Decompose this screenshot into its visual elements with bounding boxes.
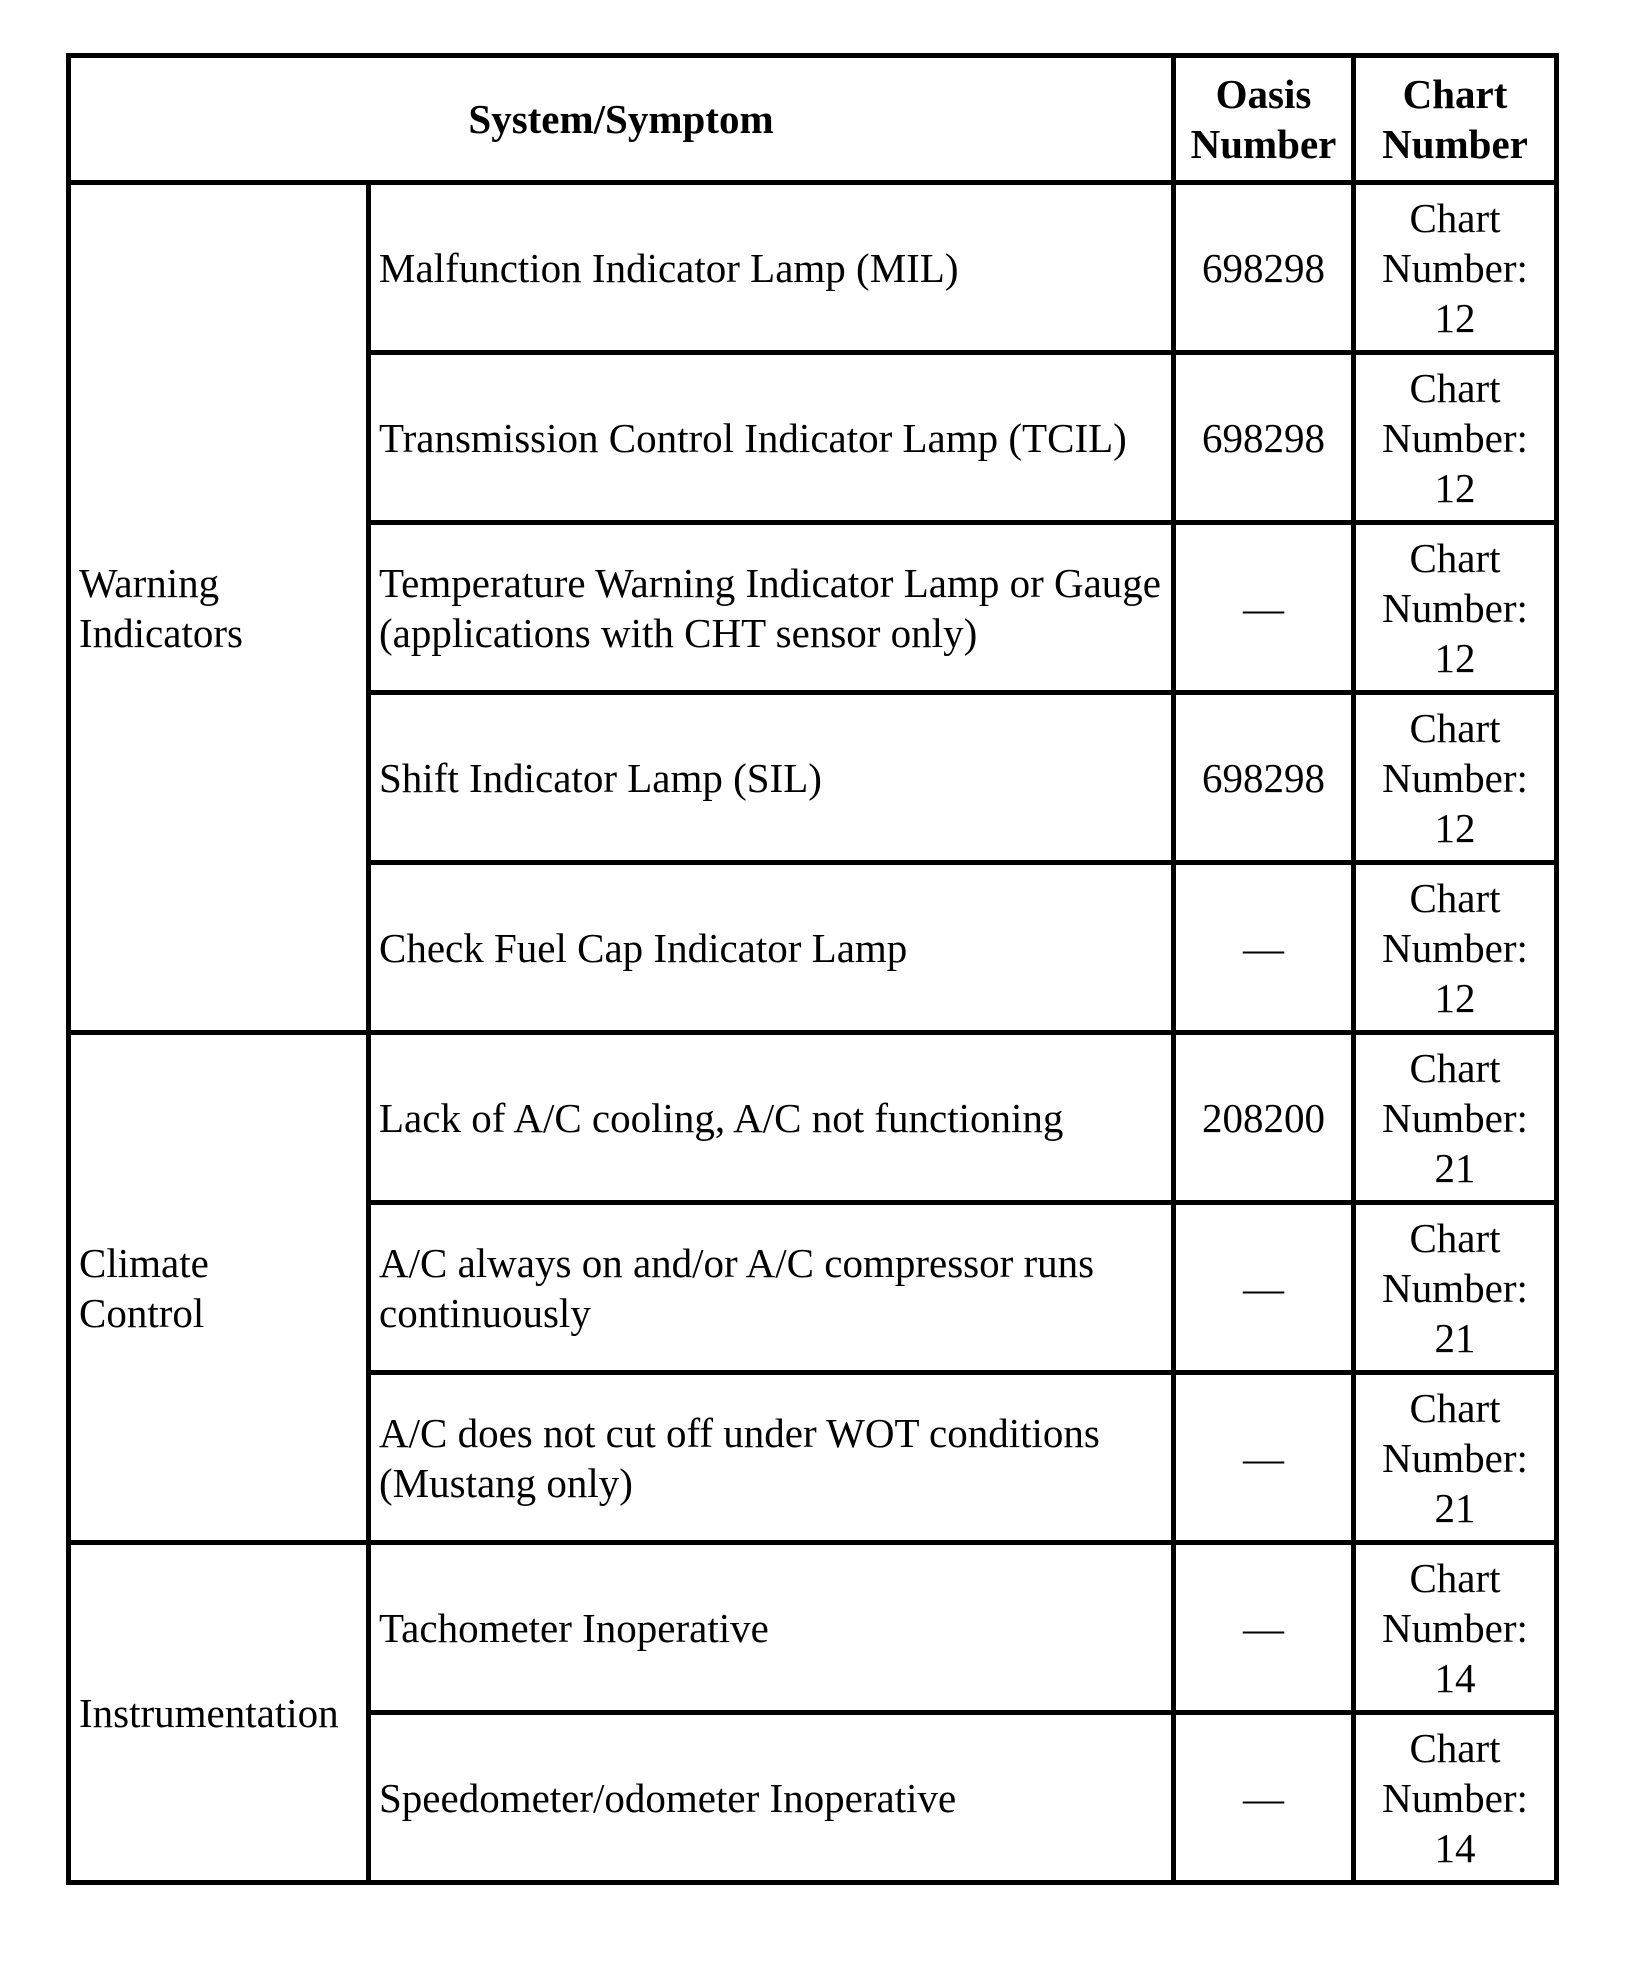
table-body bbox=[69, 183, 1557, 1883]
chart-number-value: 12 bbox=[1434, 294, 1476, 341]
system-cell bbox=[69, 1033, 369, 1543]
chart-number-value: 12 bbox=[1434, 804, 1476, 851]
header-system-symptom: System/Symptom bbox=[69, 56, 1174, 183]
chart-number-value: 21 bbox=[1434, 1144, 1476, 1191]
chart-label-line1: Chart bbox=[1409, 704, 1501, 751]
chart-label-line2: Number: bbox=[1382, 244, 1528, 291]
symptom-cell: A/C does not cut off under WOT conditions (Mustang only) bbox=[369, 1373, 1174, 1543]
chart-number-cell bbox=[1354, 863, 1557, 1033]
chart-number-cell bbox=[1354, 523, 1557, 693]
oasis-number-cell: — bbox=[1174, 523, 1354, 693]
table-row bbox=[69, 183, 1557, 353]
symptom-cell: Temperature Warning Indicator Lamp or Gauge (applications with CHT sensor only) bbox=[369, 523, 1174, 693]
chart-label-line1: Chart bbox=[1409, 1044, 1501, 1091]
header-row bbox=[69, 56, 1557, 183]
symptom-cell: Shift Indicator Lamp (SIL) bbox=[369, 693, 1174, 863]
symptom-cell: Transmission Control Indicator Lamp (TCIL) bbox=[369, 353, 1174, 523]
symptom-cell: Speedometer/odometer Inoperative bbox=[369, 1713, 1174, 1883]
chart-number-cell bbox=[1354, 1543, 1557, 1713]
system-label-line: Control bbox=[79, 1289, 205, 1336]
symptom-cell: A/C always on and/or A/C compressor runs continuously bbox=[369, 1203, 1174, 1373]
chart-number-cell bbox=[1354, 1373, 1557, 1543]
chart-label-line2: Number: bbox=[1382, 414, 1528, 461]
chart-label-line2: Number: bbox=[1382, 924, 1528, 971]
chart-number-value: 14 bbox=[1434, 1654, 1476, 1701]
chart-label-line2: Number: bbox=[1382, 1264, 1528, 1311]
system-label-line: Warning bbox=[79, 559, 220, 606]
chart-label-line2: Number: bbox=[1382, 1604, 1528, 1651]
header-chart-number bbox=[1354, 56, 1557, 183]
oasis-number-cell: 208200 bbox=[1174, 1033, 1354, 1203]
chart-label-line1: Chart bbox=[1409, 1554, 1501, 1601]
header-chart-line2: Number bbox=[1382, 121, 1528, 167]
chart-label-line2: Number: bbox=[1382, 584, 1528, 631]
chart-number-value: 12 bbox=[1434, 464, 1476, 511]
oasis-number-cell: — bbox=[1174, 1713, 1354, 1883]
chart-number-cell bbox=[1354, 1033, 1557, 1203]
chart-label-line2: Number: bbox=[1382, 1094, 1528, 1141]
symptom-table bbox=[66, 53, 1559, 1885]
oasis-number-cell: — bbox=[1174, 863, 1354, 1033]
chart-number-value: 12 bbox=[1434, 634, 1476, 681]
header-oasis-line1: Oasis bbox=[1215, 71, 1312, 117]
chart-label-line2: Number: bbox=[1382, 1774, 1528, 1821]
chart-number-value: 12 bbox=[1434, 974, 1476, 1021]
chart-label-line2: Number: bbox=[1382, 1434, 1528, 1481]
oasis-number-cell: 698298 bbox=[1174, 693, 1354, 863]
oasis-number-cell: — bbox=[1174, 1203, 1354, 1373]
chart-number-cell bbox=[1354, 183, 1557, 353]
header-chart-line1: Chart bbox=[1402, 71, 1508, 117]
chart-label-line1: Chart bbox=[1409, 1214, 1501, 1261]
table-row bbox=[69, 1033, 1557, 1203]
system-cell bbox=[69, 1543, 369, 1883]
chart-label-line1: Chart bbox=[1409, 1724, 1501, 1771]
system-cell bbox=[69, 183, 369, 1033]
chart-label-line1: Chart bbox=[1409, 194, 1501, 241]
system-label-line: Climate bbox=[79, 1239, 209, 1286]
chart-label-line1: Chart bbox=[1409, 874, 1501, 921]
chart-number-cell bbox=[1354, 1203, 1557, 1373]
oasis-number-cell: — bbox=[1174, 1373, 1354, 1543]
chart-number-cell bbox=[1354, 353, 1557, 523]
chart-label-line1: Chart bbox=[1409, 1384, 1501, 1431]
oasis-number-cell: — bbox=[1174, 1543, 1354, 1713]
chart-number-cell bbox=[1354, 693, 1557, 863]
header-oasis-number bbox=[1174, 56, 1354, 183]
symptom-cell: Malfunction Indicator Lamp (MIL) bbox=[369, 183, 1174, 353]
chart-label-line1: Chart bbox=[1409, 534, 1501, 581]
oasis-number-cell: 698298 bbox=[1174, 183, 1354, 353]
chart-number-value: 21 bbox=[1434, 1314, 1476, 1361]
symptom-cell: Lack of A/C cooling, A/C not functioning bbox=[369, 1033, 1174, 1203]
chart-label-line2: Number: bbox=[1382, 754, 1528, 801]
oasis-number-cell: 698298 bbox=[1174, 353, 1354, 523]
chart-number-cell bbox=[1354, 1713, 1557, 1883]
chart-number-value: 14 bbox=[1434, 1824, 1476, 1871]
table-row bbox=[69, 1543, 1557, 1713]
system-label-line: Indicators bbox=[79, 609, 243, 656]
system-label-line: Instrumentation bbox=[79, 1689, 339, 1736]
chart-label-line1: Chart bbox=[1409, 364, 1501, 411]
symptom-cell: Tachometer Inoperative bbox=[369, 1543, 1174, 1713]
chart-number-value: 21 bbox=[1434, 1484, 1476, 1531]
header-oasis-line2: Number bbox=[1190, 121, 1337, 167]
symptom-cell: Check Fuel Cap Indicator Lamp bbox=[369, 863, 1174, 1033]
